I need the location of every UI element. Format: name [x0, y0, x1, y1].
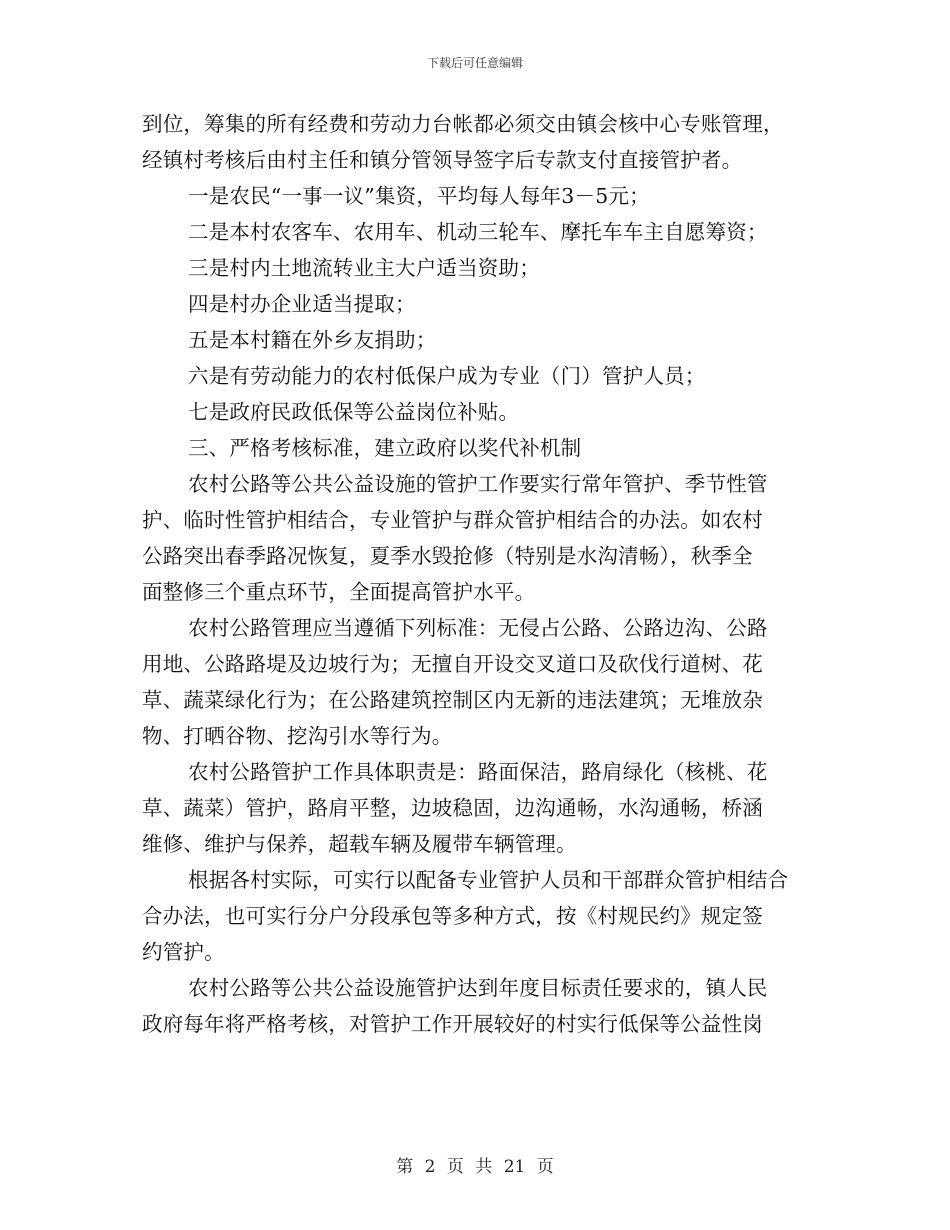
body-line: 草、蔬菜）管护，路肩平整，边坡稳固，边沟通畅，水沟通畅，桥涵	[142, 796, 763, 820]
list-item: 六是有劳动能力的农村低保户成为专业（门）管护人员；	[188, 364, 706, 388]
list-item: 二是本村农客车、农用车、机动三轮车、摩托车车主自愿筹资；	[188, 220, 768, 244]
body-line: 农村公路管理应当遵循下列标准：无侵占公路、公路边沟、公路	[188, 616, 768, 640]
body-line: 政府每年将严格考核，对管护工作开展较好的村实行低保等公益性岗	[142, 1012, 763, 1036]
body-line: 公路突出春季路况恢复，夏季水毁抢修（特别是水沟清畅），秋季全	[142, 544, 753, 568]
section-heading: 三、严格考核标准，建立政府以奖代补机制	[188, 436, 582, 460]
body-line: 面整修三个重点环节，全面提高管护水平。	[142, 580, 536, 604]
document-body	[142, 106, 808, 1042]
page-header: 下载后可任意编辑	[426, 56, 523, 70]
body-line: 约管护。	[142, 940, 225, 964]
body-line: 经镇村考核后由村主任和镇分管领导签字后专款支付直接管护者。	[142, 148, 743, 172]
list-item: 三是村内土地流转业主大户适当资助；	[188, 256, 540, 280]
body-line: 用地、公路路堤及边坡行为；无擅自开设交叉道口及砍伐行道树、花	[142, 652, 763, 676]
body-line: 到位，筹集的所有经费和劳动力台帐都必须交由镇会核中心专账管理，	[142, 112, 784, 136]
body-line: 农村公路管护工作具体职责是：路面保洁，路肩绿化（核桃、花	[188, 760, 768, 784]
list-item: 一是农民“一事一议”集资，平均每人每年3－5元；	[188, 184, 650, 208]
body-line: 维修、维护与保养，超载车辆及履带车辆管理。	[142, 832, 577, 856]
body-line: 护、临时性管护相结合，专业管护与群众管护相结合的办法。如农村	[142, 508, 763, 532]
page-number: 第 2 页 共 21 页	[396, 1157, 554, 1177]
body-line: 根据各村实际，可实行以配备专业管护人员和干部群众管护相结合	[188, 868, 789, 892]
body-line: 农村公路等公共公益设施管护达到年度目标责任要求的，镇人民	[188, 976, 768, 1000]
list-item: 五是本村籍在外乡友捐助；	[188, 328, 437, 352]
list-item: 四是村办企业适当提取；	[188, 292, 416, 316]
body-line: 物、打晒谷物、挖沟引水等行为。	[142, 724, 453, 748]
list-item: 七是政府民政低保等公益岗位补贴。	[188, 400, 520, 424]
body-line: 农村公路等公共公益设施的管护工作要实行常年管护、季节性管	[188, 472, 768, 496]
body-line: 合办法，也可实行分户分段承包等多种方式，按《村规民约》规定签	[142, 904, 763, 928]
body-line: 草、蔬菜绿化行为；在公路建筑控制区内无新的违法建筑；无堆放杂	[142, 688, 763, 712]
